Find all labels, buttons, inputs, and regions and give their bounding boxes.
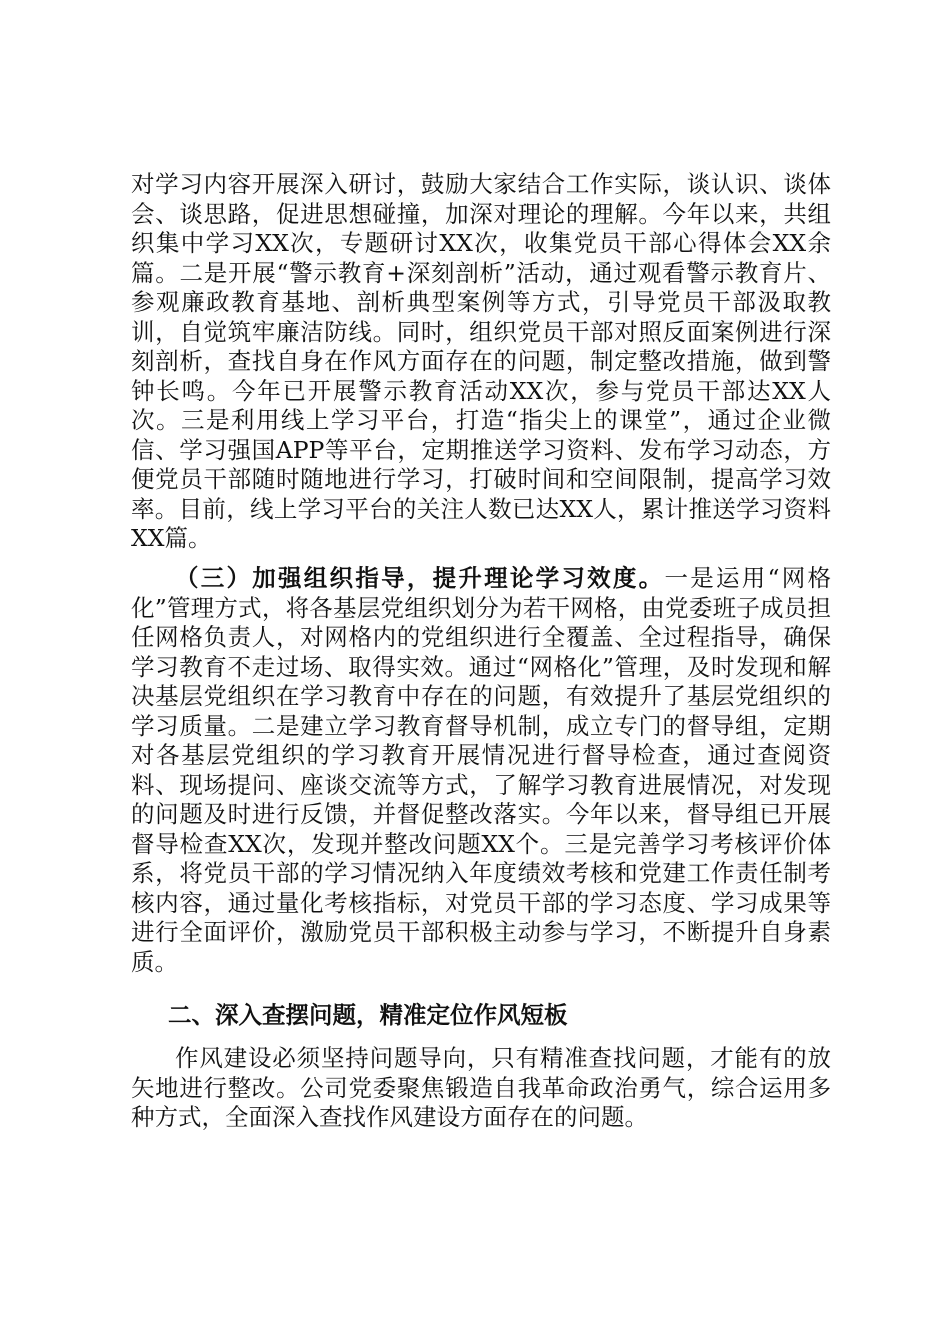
paragraph-organizational-guidance [131,564,831,977]
subsection-heading: （三）加强组织指导，提升理论学习效度。 [175,564,665,592]
paragraph-problem-orientation: 作风建设必须坚持问题导向，只有精准查找问题，才能有的放矢地进行整改。公司党委聚焦锻造自我革命政治勇气，综合运用多种方式，全面深入查找作风建设方面存在的问题。 [131,1044,831,1131]
paragraph-study-discussion: 对学习内容开展深入研讨，鼓励大家结合工作实际，谈认识、谈体会、谈思路，促进思想碰撞，加深对理论的理解。今年以来，共组织集中学习XX次，专题研讨XX次，收集党员干部心得体会XX余篇。二是开展“警示教育+深刻剖析”活动，通过观看警示教育片、参观廉政教育基地、剖析典型案例等方式，引导党员干部汲取教训，自觉筑牢廉洁防线。同时，组织党员干部对照反面案例进行深刻剖析，查找自身在作风方面存在的问题，制定整改措施，做到警钟长鸣。今年已开展警示教育活动XX次，参与党员干部达XX人次。三是利用线上学习平台，打造“指尖上的课堂”，通过企业微信、学习强国APP等平台，定期推送学习资料、发布学习动态，方便党员干部随时随地进行学习，打破时间和空间限制，提高学习效率。目前，线上学习平台的关注人数已达XX人，累计推送学习资料XX篇。 [131,170,831,552]
paragraph-body: 一是运用“网格化”管理方式，将各基层党组织划分为若干网格，由党委班子成员担任网格负责人，对网格内的党组织进行全覆盖、全过程指导，确保学习教育不走过场、取得实效。通过“网格化”管理，及时发现和解决基层党组织在学习教育中存在的问题，有效提升了基层党组织的学习质量。二是建立学习教育督导机制，成立专门的督导组，定期对各基层党组织的学习教育开展情况进行督导检查，通过查阅资料、现场提问、座谈交流等方式，了解学习教育进展情况，对发现的问题及时进行反馈，并督促整改落实。今年以来，督导组已开展督导检查XX次，发现并整改问题XX个。三是完善学习考核评价体系，将党员干部的学习情况纳入年度绩效考核和党建工作责任制考核内容，通过量化考核指标，对党员干部的学习态度、学习成果等进行全面评价，激励党员干部积极主动参与学习，不断提升自身素质。 [131,564,832,976]
section-heading: 二、深入查摆问题，精准定位作风短板 [168,1001,568,1029]
